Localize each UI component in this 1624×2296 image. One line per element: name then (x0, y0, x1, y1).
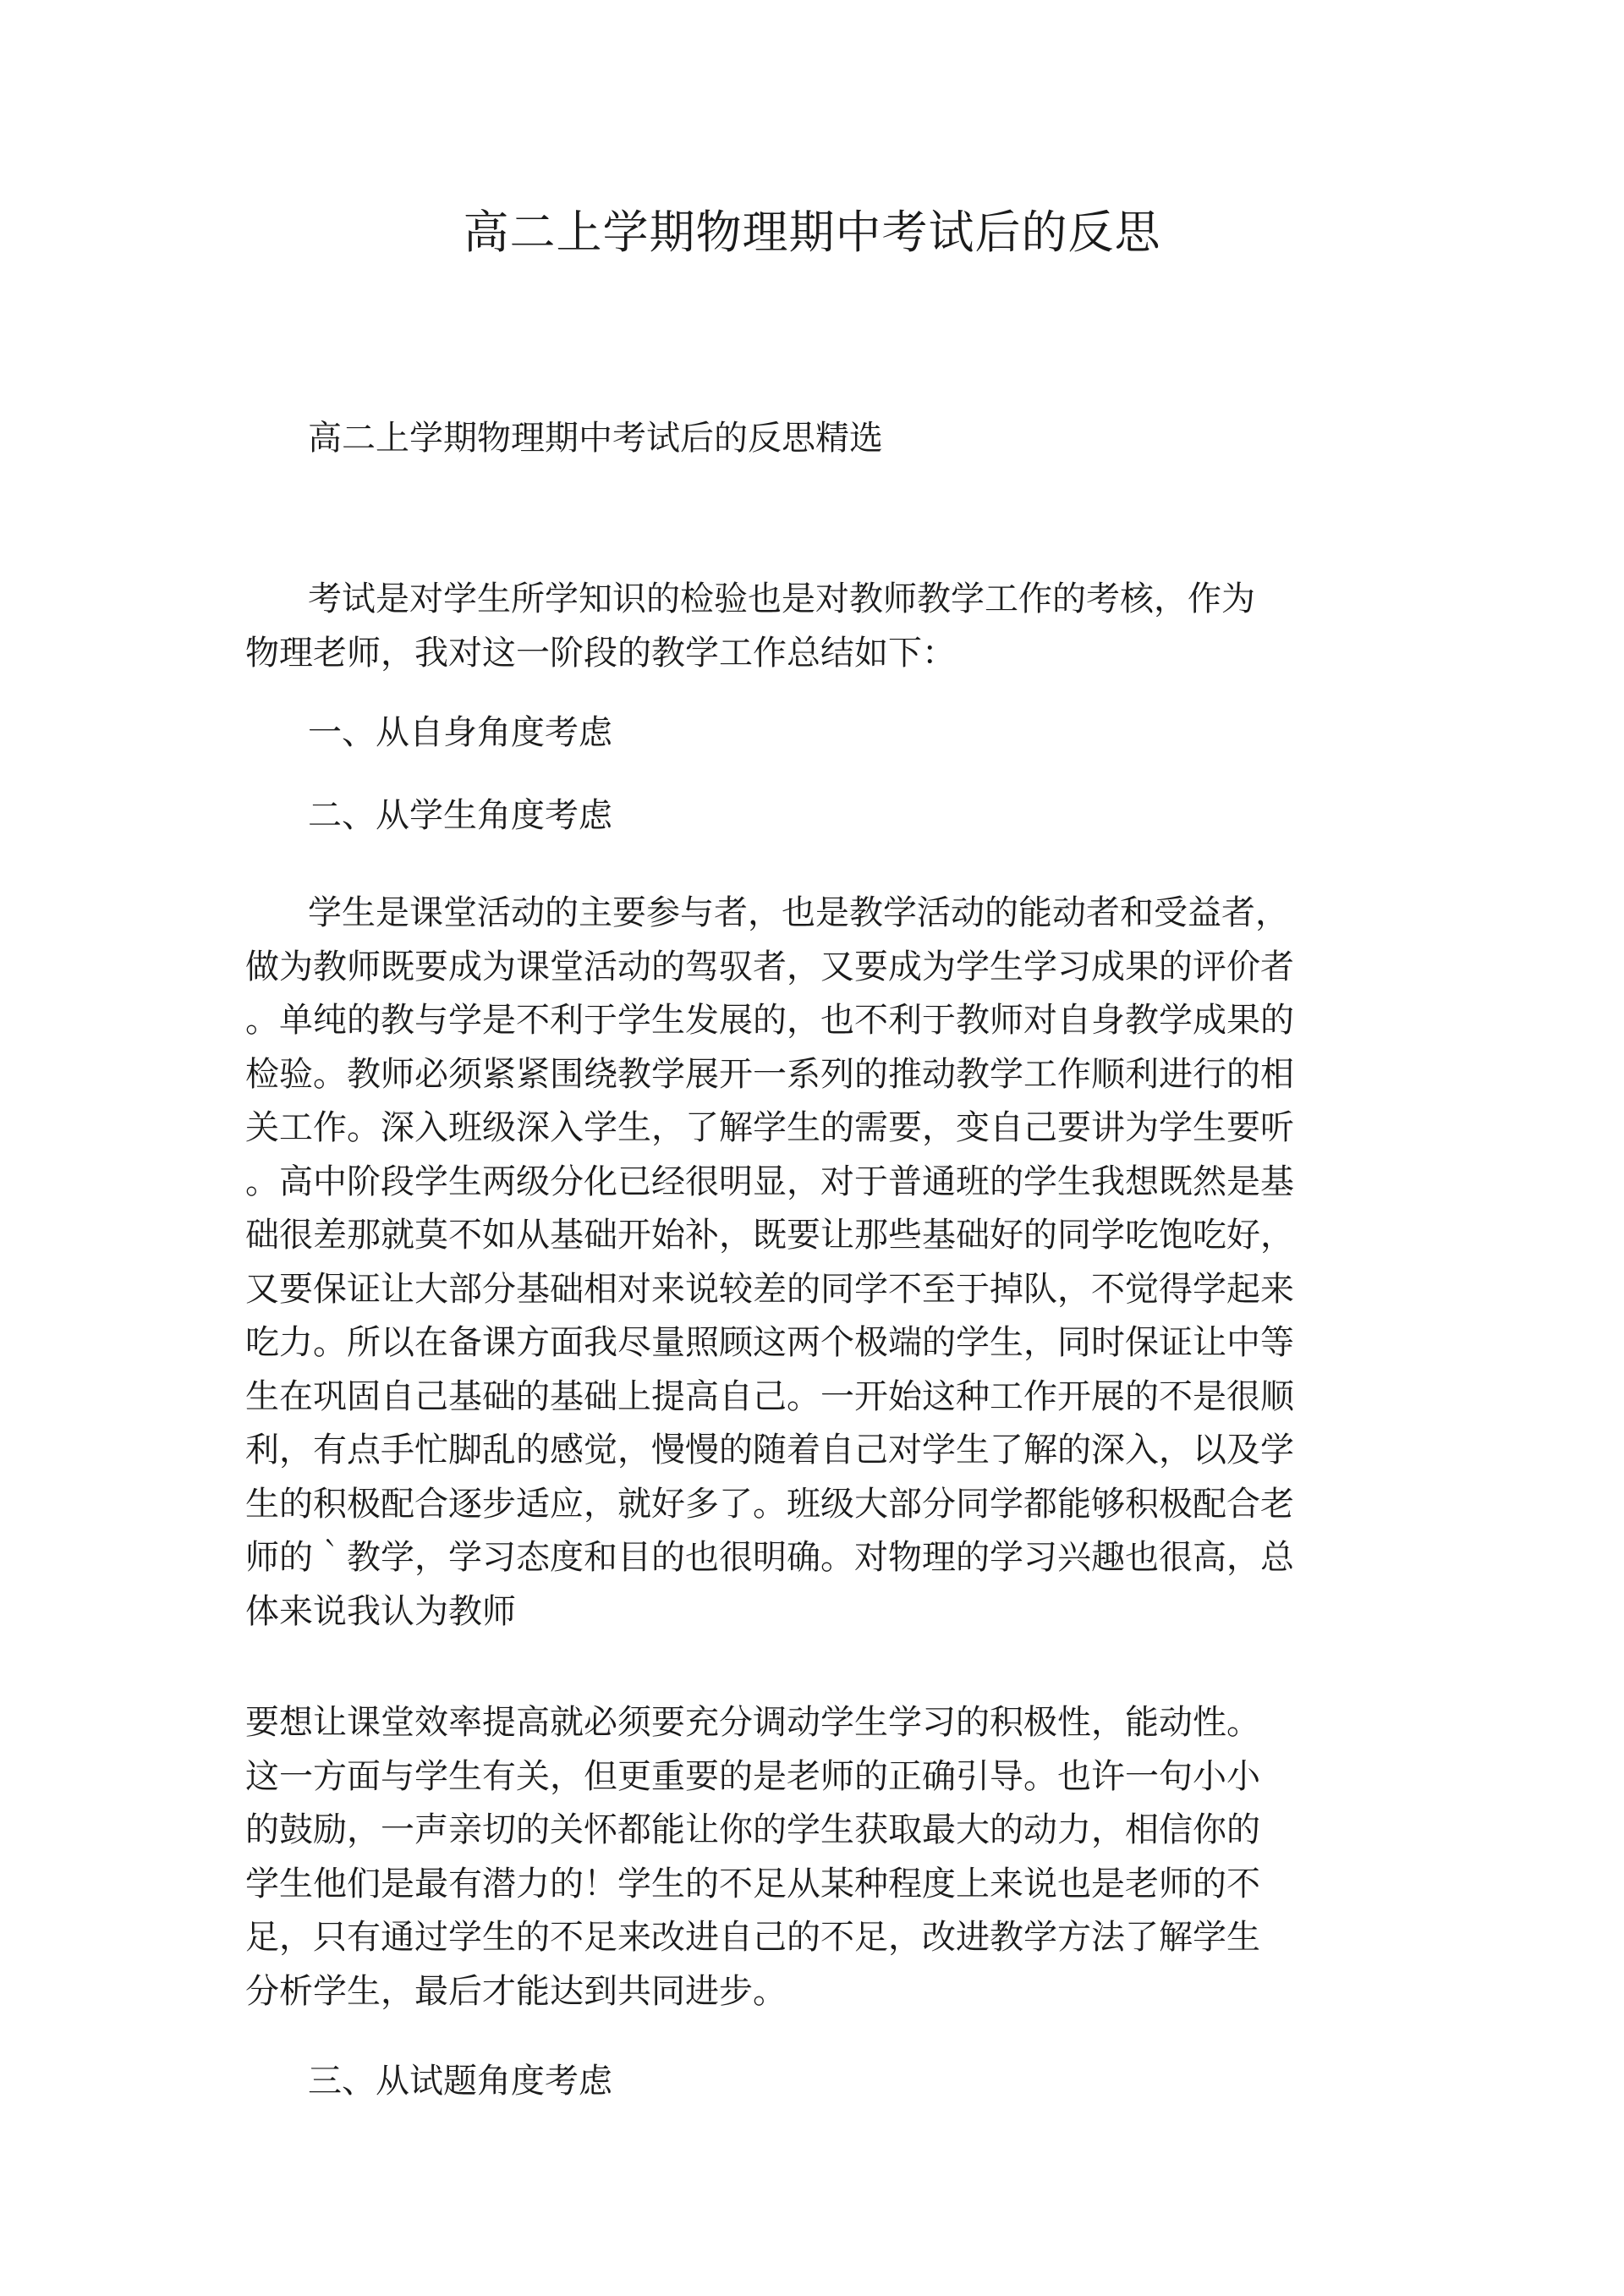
paragraph-line: 这一方面与学生有关，但更重要的是老师的正确引导。也许一句小小 (245, 1756, 1260, 1796)
paragraph-line: 。高中阶段学生两级分化已经很明显，对于普通班的学生我想既然是基 (245, 1162, 1294, 1201)
student-perspective-paragraph (245, 887, 1379, 1639)
section-heading-1: 一、从自身角度考虑 (308, 713, 612, 752)
document-title: 高二上学期物理期中考试后的反思 (463, 206, 1161, 259)
teacher-guidance-paragraph (245, 1696, 1379, 2019)
paragraph-line: 分析学生，最后才能达到共同进步。 (245, 1971, 787, 2011)
paragraph-line: 生的积极配合逐步适应，就好多了。班级大部分同学都能够积极配合老 (245, 1484, 1294, 1524)
paragraph-line: 又要保证让大部分基础相对来说较差的同学不至于掉队，不觉得学起来 (245, 1269, 1294, 1309)
paragraph-line: 足，只有通过学生的不足来改进自己的不足，改进教学方法了解学生 (245, 1918, 1260, 1957)
document-subtitle: 高二上学期物理期中考试后的反思精选 (308, 419, 883, 458)
section-heading-2: 二、从学生角度考虑 (308, 796, 612, 835)
paragraph-line: 。单纯的教与学是不利于学生发展的，也不利于教师对自身教学成果的 (245, 1001, 1294, 1040)
paragraph-line: 吃力。所以在备课方面我尽量照顾这两个极端的学生，同时保证让中等 (245, 1323, 1294, 1362)
paragraph-line: 的鼓励，一声亲切的关怀都能让你的学生获取最大的动力，相信你的 (245, 1810, 1260, 1849)
intro-paragraph (245, 572, 1379, 680)
paragraph-line: 础很差那就莫不如从基础开始补，既要让那些基础好的同学吃饱吃好， (245, 1216, 1294, 1255)
paragraph-line: 体来说我认为教师 (245, 1591, 516, 1631)
paragraph-line: 关工作。深入班级深入学生，了解学生的需要，变自己要讲为学生要听 (245, 1108, 1294, 1147)
paragraph-line: 学生他们是最有潜力的！学生的不足从某种程度上来说也是老师的不 (245, 1864, 1260, 1903)
paragraph-line: 利，有点手忙脚乱的感觉，慢慢的随着自己对学生了解的深入，以及学 (245, 1431, 1294, 1469)
paragraph-line: 师的｀教学，学习态度和目的也很明确。对物理的学习兴趣也很高，总 (245, 1538, 1294, 1577)
paragraph-line: 检验。教师必须紧紧围绕教学展开一系列的推动教学工作顺利进行的相 (245, 1054, 1294, 1094)
section-heading-3: 三、从试题角度考虑 (308, 2062, 612, 2101)
paragraph-line: 做为教师既要成为课堂活动的驾驭者，又要成为学生学习成果的评价者 (245, 947, 1294, 986)
paragraph-line: 学生是课堂活动的主要参与者，也是教学活动的能动者和受益者， (308, 893, 1289, 932)
paragraph-line: 生在巩固自己基础的基础上提高自己。一开始这种工作开展的不是很顺 (245, 1376, 1294, 1416)
paragraph-line: 要想让课堂效率提高就必须要充分调动学生学习的积极性，能动性。 (245, 1703, 1260, 1742)
paragraph-line: 物理老师，我对这一阶段的教学工作总结如下： (245, 634, 956, 673)
paragraph-line: 考试是对学生所学知识的检验也是对教师教学工作的考核，作为 (308, 579, 1255, 618)
